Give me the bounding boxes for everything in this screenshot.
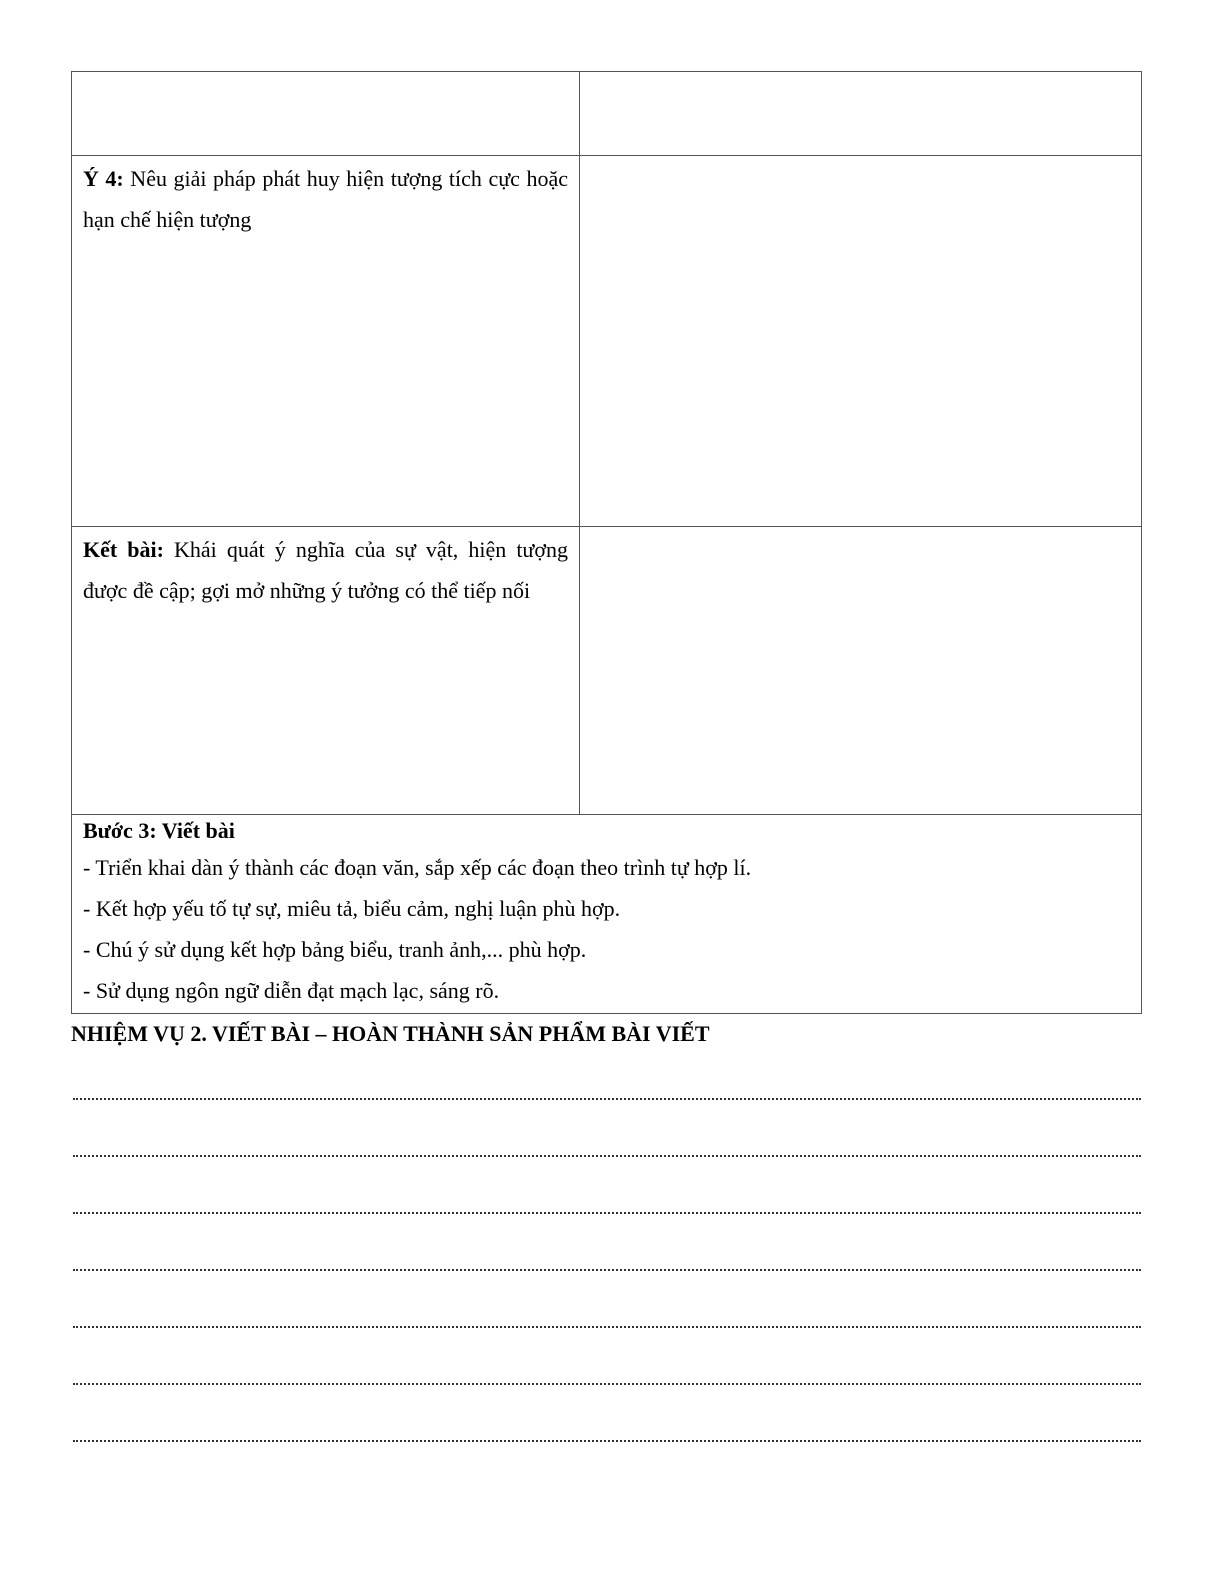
prompt-y4-label: Ý 4: xyxy=(83,166,124,191)
dotted-rule xyxy=(73,1326,1141,1328)
writing-line[interactable] xyxy=(73,1237,1141,1294)
table-row-continued xyxy=(72,72,1142,156)
writing-line[interactable] xyxy=(73,1294,1141,1351)
step3-item: - Chú ý sử dụng kết hợp bảng biểu, tranh ảnh,... phù hợp. xyxy=(83,937,587,962)
step3-item: - Sử dụng ngôn ngữ diễn đạt mạch lạc, sáng rõ. xyxy=(83,978,500,1003)
table-row-y4 xyxy=(72,156,1142,527)
left-cell-empty xyxy=(72,72,580,156)
step3-title: Bước 3: Viết bài xyxy=(83,818,235,843)
prompt-ketbai xyxy=(72,527,579,611)
dotted-rule xyxy=(73,1155,1141,1157)
prompt-ketbai-text: Khái quát ý nghĩa của sự vật, hiện tượng được đề cập; gợi mở những ý tưởng có thể tiếp nối xyxy=(83,537,568,603)
step3-cell xyxy=(72,815,1142,1014)
dotted-rule xyxy=(73,1098,1141,1100)
table-row-step3 xyxy=(72,815,1142,1014)
writing-line[interactable] xyxy=(73,1408,1141,1465)
writing-line[interactable] xyxy=(73,1123,1141,1180)
dotted-rule xyxy=(73,1269,1141,1271)
prompt-cell-ketbai xyxy=(72,527,580,815)
step3-item: - Triển khai dàn ý thành các đoạn văn, sắp xếp các đoạn theo trình tự hợp lí. xyxy=(83,855,752,880)
writing-line[interactable] xyxy=(73,1180,1141,1237)
answer-cell-continued[interactable] xyxy=(580,72,1142,156)
writing-line[interactable] xyxy=(73,1351,1141,1408)
table-row-ketbai xyxy=(72,527,1142,815)
prompt-cell-y4 xyxy=(72,156,580,527)
outline-table xyxy=(71,71,1142,1014)
prompt-ketbai-label: Kết bài: xyxy=(83,537,164,562)
answer-cell-y4[interactable] xyxy=(580,156,1142,527)
step3-item: - Kết hợp yếu tố tự sự, miêu tả, biểu cảm, nghị luận phù hợp. xyxy=(83,896,621,921)
prompt-y4-text: Nêu giải pháp phát huy hiện tượng tích cực hoặc hạn chế hiện tượng xyxy=(83,166,568,232)
answer-cell-ketbai[interactable] xyxy=(580,527,1142,815)
prompt-y4 xyxy=(72,156,579,240)
task2-heading: NHIỆM VỤ 2. VIẾT BÀI – HOÀN THÀNH SẢN PHẨM BÀI VIẾT xyxy=(71,1021,710,1046)
writing-area[interactable] xyxy=(73,1066,1141,1465)
dotted-rule xyxy=(73,1383,1141,1385)
dotted-rule xyxy=(73,1440,1141,1442)
writing-line[interactable] xyxy=(73,1066,1141,1123)
dotted-rule xyxy=(73,1212,1141,1214)
